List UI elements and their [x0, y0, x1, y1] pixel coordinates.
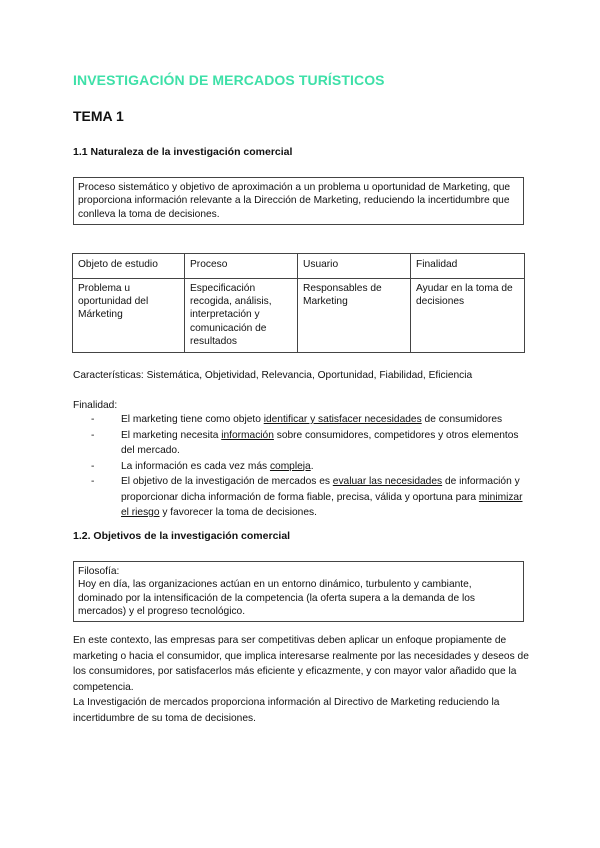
item-text: La información es cada vez más: [121, 460, 270, 472]
table-header-row: [73, 254, 525, 279]
list-item: [73, 428, 533, 459]
summary-table: [72, 253, 525, 353]
table-header-cell: Usuario: [298, 254, 411, 279]
finalidad-list: [73, 412, 533, 521]
underlined-text: compleja: [269, 460, 311, 472]
item-text: El objetivo de la investigación de mercados es: [121, 476, 333, 487]
conclusion-paragraph: La Investigación de mercados proporciona información al Directivo de Marketing reduciendo la incertidumbre de su toma de decisiones.: [73, 697, 500, 724]
table-header-cell: Proceso: [185, 254, 298, 279]
section-heading-1-2: 1.2. Objetivos de la investigación comercial: [73, 530, 291, 542]
definition-text: Proceso sistemático y objetivo de aproximación a un problema u oportunidad de Marketing, que proporciona información relevante a la Dirección de Marketing, reduciendo la incertidumbre que conlleva la toma de decisiones.: [78, 182, 511, 220]
list-item: [73, 459, 533, 475]
item-text: sobre consumidores, competidores y otros elementos del mercado.: [121, 429, 519, 456]
item-text: de información y proporcionar dicha información de forma fiable, precisa, válida y oportuna para: [121, 476, 520, 503]
underlined-text: identificar y satisfacer necesidades: [263, 414, 422, 425]
definition-box: [73, 177, 524, 225]
table-cell: Responsables de Marketing: [298, 279, 411, 353]
table-header-cell: Objeto de estudio: [73, 254, 185, 279]
finalidad-label: Finalidad:: [73, 400, 118, 411]
underlined-text: minimizar el riesgo: [121, 491, 523, 518]
item-text: El marketing necesita: [121, 429, 222, 441]
item-text: .: [310, 460, 314, 472]
dash-bullet-icon: -: [91, 429, 95, 441]
philosophy-label: Filosofía:: [78, 566, 120, 577]
underlined-text: evaluar las necesidades: [332, 476, 443, 487]
list-item: [73, 474, 533, 521]
dash-bullet-icon: -: [91, 476, 95, 487]
context-paragraph: En este contexto, las empresas para ser competitivas deben aplicar un enfoque propiamente de marketing o hacia el consumidor, que implica interesarse realmente por las necesidades y deseos de los consumidores, por satisfacerlos más eficiente y eficazmente, y con mayor valor añadido que la competencia.: [73, 635, 529, 693]
table-row: [73, 279, 525, 353]
section-heading-1-1: 1.1 Naturaleza de la investigación comercial: [73, 146, 293, 158]
characteristics-line: Características: Sistemática, Objetividad, Relevancia, Oportunidad, Fiabilidad, Eficiencia: [73, 370, 473, 381]
underlined-text: información: [221, 429, 274, 441]
table-header-cell: Finalidad: [411, 254, 525, 279]
table-cell: Especificación recogida, análisis, interpretación y comunicación de resultados: [185, 279, 298, 353]
table-cell: Ayudar en la toma de decisiones: [411, 279, 525, 353]
list-item: [73, 412, 533, 428]
topic-heading: TEMA 1: [73, 108, 124, 124]
dash-bullet-icon: -: [91, 414, 95, 425]
item-text: de consumidores: [421, 414, 503, 425]
philosophy-box: [73, 561, 524, 622]
dash-bullet-icon: -: [91, 460, 95, 472]
table-cell: Problema u oportunidad del Márketing: [73, 279, 185, 353]
item-text: y favorecer la toma de decisiones.: [159, 507, 317, 518]
document-title: INVESTIGACIÓN DE MERCADOS TURÍSTICOS: [73, 72, 385, 88]
philosophy-text: Hoy en día, las organizaciones actúan en un entorno dinámico, turbulento y cambiante, dominado por la intensificación de la competencia (la oferta supera a la demanda de los mercados) y el progreso tecnológico.: [78, 579, 475, 617]
item-text: El marketing tiene como objeto: [121, 414, 264, 425]
